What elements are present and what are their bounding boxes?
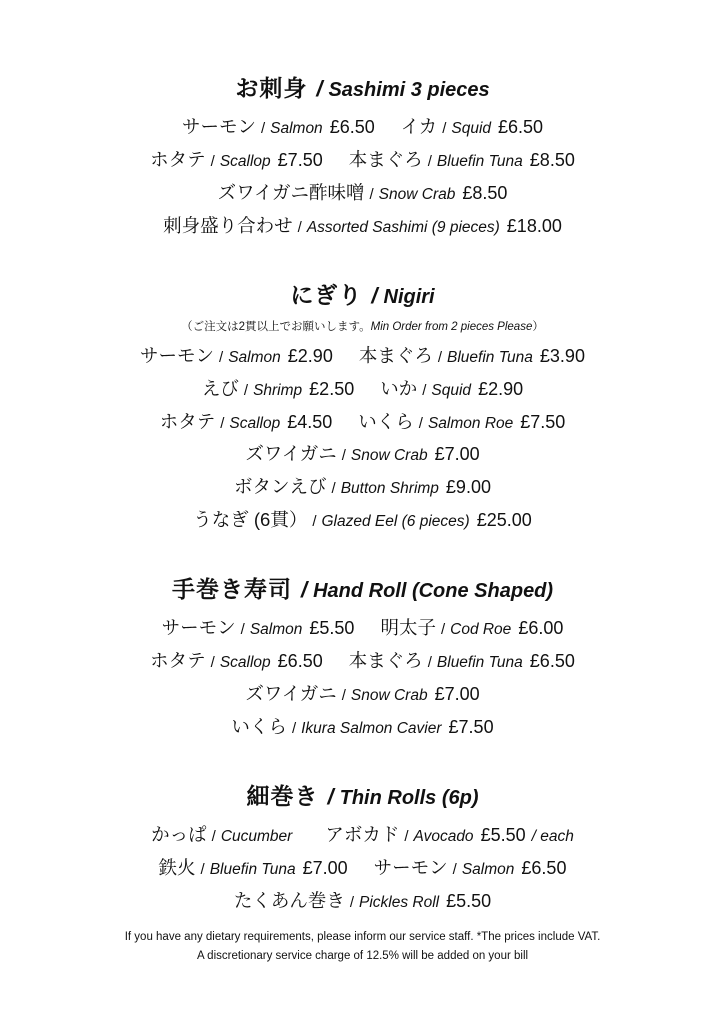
item-name-jp: ホタテ — [159, 410, 216, 432]
menu-footer — [40, 928, 685, 966]
item-name-jp: たくあん巻き — [233, 889, 345, 911]
item-name-jp: サーモン — [161, 617, 236, 639]
item-price: £7.00 — [434, 684, 480, 705]
item-price: £4.50 — [287, 411, 333, 432]
item-price: £6.50 — [498, 117, 544, 137]
section-heading-separator: / — [316, 76, 323, 101]
item-name-jp: イカ — [400, 116, 438, 137]
item-separator: / — [220, 414, 225, 432]
item-name-jp: サーモン — [373, 856, 448, 878]
menu-row — [40, 885, 685, 918]
menu-item — [380, 373, 523, 406]
item-name-jp: うなぎ (6貫） — [193, 509, 308, 531]
menu-row — [40, 406, 685, 439]
item-separator: / — [437, 348, 443, 366]
item-name-jp: 明太子 — [380, 617, 436, 639]
item-price: £7.00 — [434, 444, 480, 465]
menu-item — [325, 819, 574, 852]
item-name-jp: ボタンえび — [234, 476, 327, 498]
item-separator: / — [341, 447, 346, 465]
item-separator: / — [260, 120, 266, 137]
item-price: £7.50 — [520, 411, 566, 432]
item-separator: / — [440, 621, 446, 639]
section-heading-en: Nigiri — [383, 285, 435, 308]
item-price: £18.00 — [506, 215, 562, 236]
item-separator: / — [211, 827, 216, 845]
item-separator: / — [442, 120, 447, 137]
section-heading — [40, 778, 685, 811]
item-name-en: Salmon — [249, 621, 303, 639]
menu-item — [349, 645, 575, 678]
item-separator: / — [418, 414, 423, 432]
section-heading-jp: お刺身 — [235, 75, 308, 101]
item-name-jp: サーモン — [140, 344, 215, 366]
item-name-en: Salmon — [461, 860, 515, 878]
item-separator: / — [297, 218, 302, 236]
item-price-suffix: / each — [531, 827, 574, 845]
menu-row — [40, 645, 685, 678]
item-separator: / — [243, 381, 249, 399]
item-name-jp: いか — [380, 377, 418, 399]
item-name-en: Avocado — [413, 827, 474, 845]
section-heading — [40, 277, 685, 310]
menu-item — [202, 373, 354, 406]
section-heading-jp: 細巻き — [246, 782, 319, 809]
section-heading-jp: 手巻き寿司 — [171, 576, 292, 603]
menu-row — [40, 210, 685, 243]
menu-row — [40, 852, 685, 885]
item-price: £7.50 — [277, 149, 323, 170]
menu-section-nigiri — [40, 277, 685, 538]
menu-row — [40, 471, 685, 504]
item-name-jp: アボカド — [325, 823, 400, 845]
item-separator: / — [291, 719, 297, 737]
item-price: £9.00 — [445, 477, 491, 498]
menu-item — [150, 645, 323, 678]
menu-item — [182, 111, 375, 144]
item-separator: / — [312, 513, 317, 531]
item-name-jp: いくら — [358, 410, 414, 432]
menu-item — [359, 340, 585, 373]
item-name-en: Snow Crab — [350, 447, 428, 465]
menu-item — [401, 111, 543, 144]
item-price: £6.50 — [329, 117, 375, 137]
menu-item — [245, 438, 479, 471]
menu-item — [218, 177, 508, 210]
item-separator: / — [210, 152, 215, 170]
menu-item — [159, 852, 348, 885]
item-separator: / — [210, 654, 215, 672]
item-price: £8.50 — [462, 182, 508, 203]
section-note-tail: ） — [532, 320, 544, 333]
menu-item — [231, 711, 493, 744]
item-price: £6.50 — [529, 651, 575, 672]
section-heading-en: Hand Roll (Cone Shaped) — [313, 580, 554, 603]
menu-section-sashimi — [40, 70, 685, 243]
section-heading-jp: にぎり — [290, 281, 363, 308]
menu-item — [349, 144, 575, 177]
item-name-en: Scallop — [229, 414, 281, 432]
item-name-en: Shrimp — [253, 381, 303, 399]
item-name-en: Snow Crab — [378, 185, 456, 203]
item-name-en: Squid — [431, 381, 472, 399]
item-separator: / — [404, 827, 409, 845]
item-name-jp: かっぱ — [151, 823, 207, 845]
menu-item — [234, 885, 491, 918]
item-price: £3.90 — [539, 345, 585, 366]
menu-row — [40, 612, 685, 645]
item-name-en: Bluefin Tuna — [436, 654, 523, 672]
item-separator: / — [331, 480, 336, 498]
menu-row — [40, 438, 685, 471]
item-separator: / — [427, 654, 432, 672]
item-price: £7.00 — [302, 857, 348, 878]
item-price: £6.50 — [521, 857, 567, 878]
item-separator: / — [349, 893, 355, 911]
menu-row — [40, 340, 685, 373]
menu-item — [150, 144, 323, 177]
item-price: £5.50 — [446, 890, 492, 911]
section-heading-separator: / — [300, 577, 308, 603]
item-name-en: Glazed Eel (6 pieces) — [321, 513, 470, 531]
item-name-jp: 本まぐろ — [348, 650, 423, 672]
item-name-jp: いくら — [231, 715, 287, 737]
item-name-en: Snow Crab — [350, 687, 428, 705]
menu-row — [40, 504, 685, 537]
item-name-jp: ホタテ — [150, 650, 206, 672]
item-separator: / — [200, 860, 205, 878]
item-name-en: Cucumber — [220, 827, 293, 845]
footer-line-1: If you have any dietary requirements, please inform our service staff. *The prices include VAT. — [124, 931, 601, 944]
item-name-en: Scallop — [219, 152, 271, 170]
section-heading-separator: / — [327, 783, 334, 809]
menu-item — [380, 612, 563, 645]
menu-row — [40, 678, 685, 711]
menu-row — [40, 177, 685, 210]
menu-row — [40, 373, 685, 406]
item-name-en: Salmon Roe — [427, 414, 514, 432]
item-separator: / — [369, 185, 374, 203]
item-name-jp: ホタテ — [150, 148, 206, 170]
item-price: £6.50 — [277, 651, 323, 672]
item-separator: / — [240, 621, 245, 639]
menu-item — [160, 406, 333, 439]
menu-section-thin-rolls — [40, 778, 685, 918]
item-separator: / — [427, 152, 432, 170]
menu-item — [151, 819, 299, 852]
section-heading-separator: / — [371, 282, 378, 308]
item-price: £6.00 — [518, 618, 564, 639]
item-name-en: Bluefin Tuna — [209, 860, 296, 878]
item-name-jp: 鉄火 — [158, 856, 196, 878]
item-name-en: Squid — [451, 120, 492, 137]
item-separator: / — [219, 348, 224, 366]
item-name-en: Pickles Roll — [359, 893, 440, 911]
footer-line-2: A discretionary service charge of 12.5% will be added on your bill — [196, 950, 529, 963]
menu-item — [374, 852, 567, 885]
item-price: £2.90 — [478, 378, 524, 399]
section-note — [40, 318, 685, 334]
menu-item — [163, 210, 562, 243]
item-name-en: Assorted Sashimi (9 pieces) — [306, 218, 500, 236]
item-price: £5.50 — [309, 618, 355, 639]
item-price: £7.50 — [448, 716, 494, 737]
item-name-en: Salmon — [228, 348, 281, 366]
item-name-jp: えび — [201, 377, 239, 399]
item-name-en: Ikura Salmon Cavier — [301, 719, 442, 737]
menu-item — [358, 406, 565, 439]
item-price: £5.50 — [480, 824, 526, 845]
section-note-en: Min Order from 2 pieces Please — [370, 320, 533, 333]
item-name-jp: 刺身盛り合わせ — [163, 214, 293, 236]
section-heading — [40, 70, 685, 103]
item-name-jp: ズワイガニ酢味噌 — [217, 181, 365, 203]
section-note-jp: （ご注文は2貫以上でお願いします。 — [181, 320, 371, 333]
item-price: £8.50 — [529, 149, 575, 170]
item-name-en: Scallop — [219, 654, 271, 672]
menu-item — [234, 471, 491, 504]
item-name-jp: ズワイガニ — [245, 683, 337, 705]
item-name-en: Bluefin Tuna — [436, 152, 523, 170]
item-price: £2.90 — [287, 345, 333, 366]
item-name-jp: ズワイガニ — [245, 443, 337, 465]
menu-row — [40, 819, 685, 852]
section-heading-en: Sashimi 3 pieces — [328, 79, 490, 101]
menu-row — [40, 144, 685, 177]
item-name-en: Button Shrimp — [340, 480, 439, 498]
item-separator: / — [422, 381, 427, 399]
menu-row — [40, 711, 685, 744]
item-name-en: Bluefin Tuna — [447, 348, 533, 366]
menu-section-hand-roll — [40, 571, 685, 744]
menu-item — [193, 504, 532, 537]
item-name-jp: サーモン — [181, 116, 256, 137]
menu-item — [162, 612, 355, 645]
item-name-en: Cod Roe — [450, 621, 512, 639]
item-name-jp: 本まぐろ — [348, 148, 423, 170]
menu-item — [140, 340, 333, 373]
section-heading-en: Thin Rolls (6p) — [339, 786, 479, 809]
item-name-en: Salmon — [270, 120, 323, 137]
menu-row — [40, 111, 685, 144]
menu-sections — [40, 70, 685, 918]
item-name-jp: 本まぐろ — [358, 344, 433, 366]
item-separator: / — [341, 687, 346, 705]
item-separator: / — [452, 860, 457, 878]
menu-item — [245, 678, 479, 711]
section-heading — [40, 571, 685, 604]
item-price: £2.50 — [309, 378, 355, 399]
item-price: £25.00 — [476, 510, 532, 531]
